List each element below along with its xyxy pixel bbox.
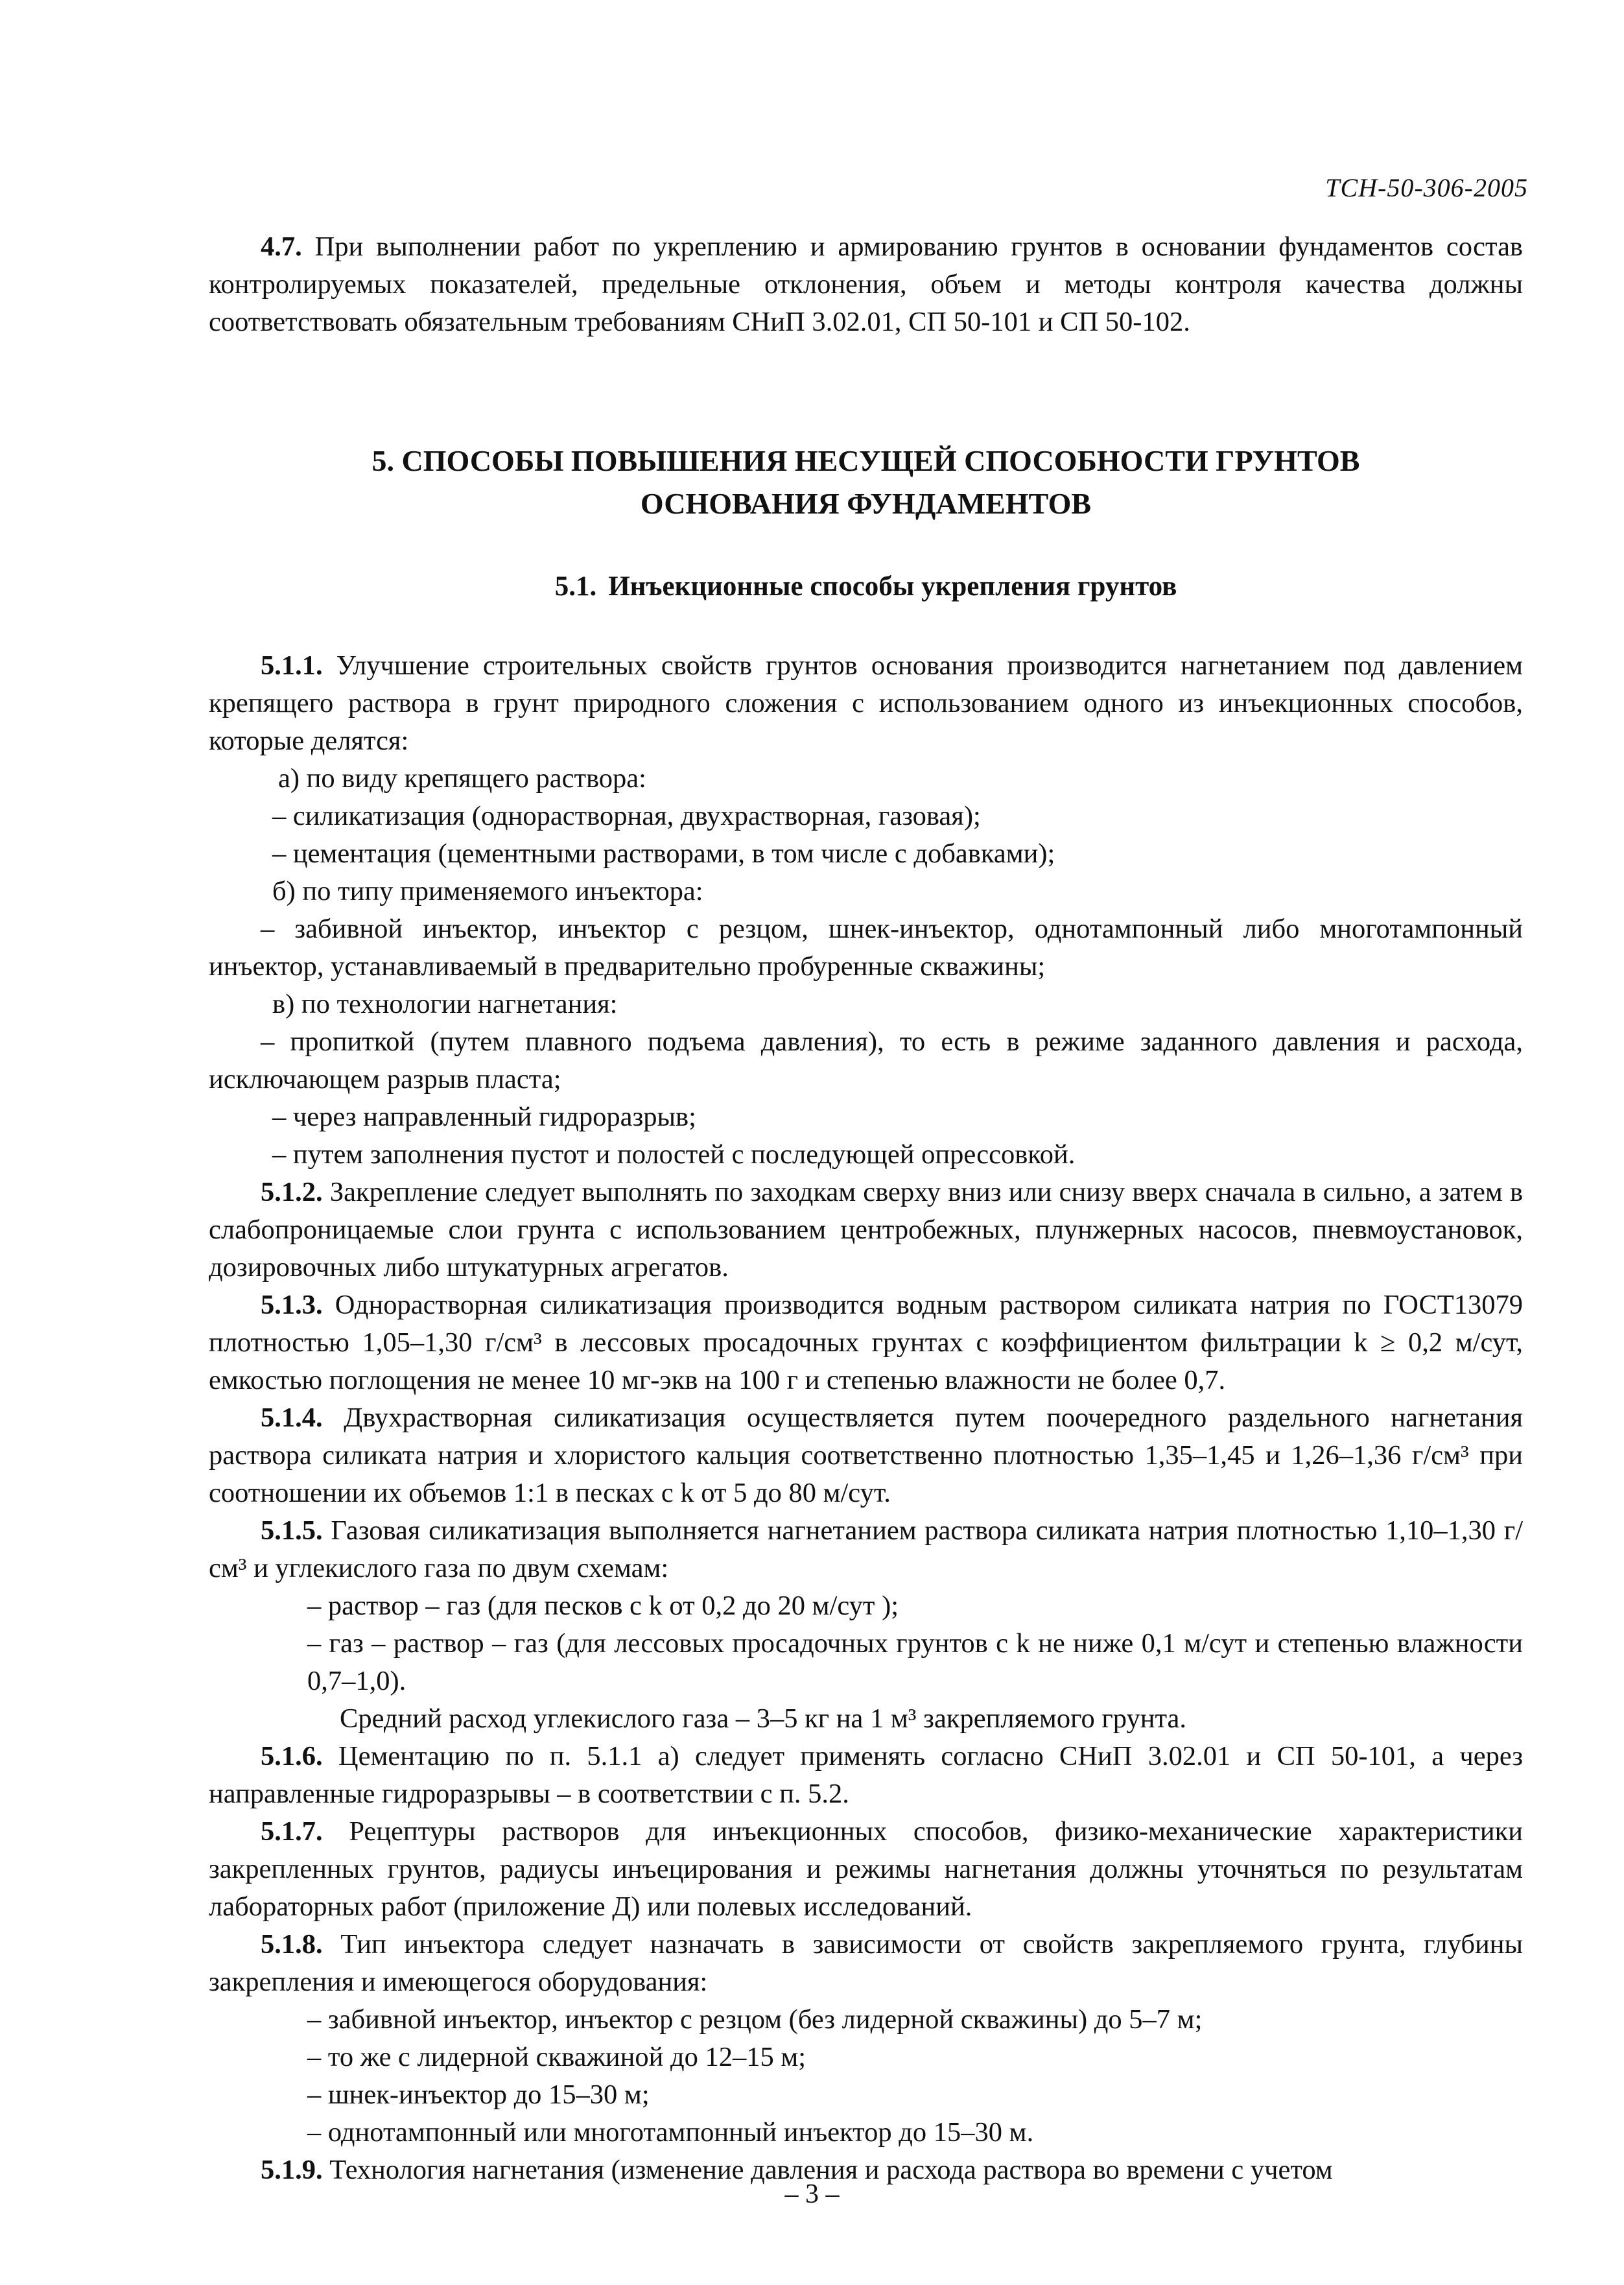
clause-number: 5.1.4. — [261, 1403, 323, 1433]
paragraph-5-1-3 — [209, 1286, 1523, 1399]
paragraph-text: При выполнении работ по укреплению и армированию грунтов в основании фундаментов состав контролируемых показателей, предельные отклонения, объем и методы контроля качества должны соответствовать обязательным требованиям СНиП 3.02.01, СП 50-101 и СП 50-102. — [209, 231, 1523, 337]
paragraph-text: Технология нагнетания (изменение давления и расхода раствора во времени с учетом — [329, 2155, 1333, 2185]
paragraph-5-1-6 — [209, 1738, 1523, 1813]
paragraph-text: Однорастворная силикатизация производится водным раствором силиката натрия по ГОСТ13079 плотностью 1,05–1,30 г/см³ в лессовых просадочных грунтах с коэффициентом фильтрации k ≥ 0,2 м/сут, емкостью поглощения не менее 10 мг-экв на 100 г и степенью влажности не более 0,7. — [209, 1290, 1524, 1395]
paragraph-text: Двухрастворная силикатизация осуществляется путем поочередного раздельного нагнетания раствора силиката натрия и хлористого кальция соответственно плотностью 1,35–1,45 и 1,26–1,36 г/см³ при соотношении их объемов 1:1 в песках с k от 5 до 80 м/сут. — [209, 1403, 1524, 1508]
list-item: – однотампонный или многотампонный инъектор до 15–30 м. — [307, 2117, 1034, 2148]
paragraph-5-1-5 — [209, 1512, 1523, 1587]
list-item: – путем заполнения пустот и полостей с последующей опрессовкой. — [272, 1139, 1076, 1170]
subsection-number: 5.1. — [554, 571, 597, 602]
clause-number: 5.1.2. — [261, 1177, 323, 1207]
paragraph-text: Тип инъектора следует назначать в зависимости от свойств закрепляемого грунта, глубины закрепления и имеющегося оборудования: — [209, 1929, 1523, 1997]
subsection-5-1-heading — [209, 568, 1523, 606]
page-number: – 3 – — [784, 2179, 840, 2209]
list-item: – через направленный гидроразрыв; — [272, 1102, 696, 1132]
clause-number: 5.1.7. — [261, 1816, 323, 1847]
paragraph-text: Закрепление следует выполнять по заходкам сверху вниз или снизу вверх сначала в сильно, а затем в слабопроницаемые слои грунта с использованием центробежных, плунжерных насосов, пневмоустановок, дозировочных либо штукатурных агрегатов. — [209, 1177, 1524, 1283]
subsection-title: Инъекционные способы укрепления грунтов — [608, 571, 1177, 602]
paragraph-5-1-4 — [209, 1399, 1523, 1512]
paragraph-4-7 — [209, 228, 1523, 341]
list-heading-c: в) по технологии нагнетания: — [272, 989, 618, 1019]
section-heading-line: 5. СПОСОБЫ ПОВЫШЕНИЯ НЕСУЩЕЙ СПОСОБНОСТИ ГРУНТОВ — [371, 444, 1360, 477]
paragraph-5-1-8 — [209, 1926, 1523, 2001]
clause-number: 5.1.5. — [261, 1515, 323, 1546]
list-item: – забивной инъектор, инъектор с резцом, шнек-инъектор, однотампонный либо многотампонный инъектор, устанавливаемый в предварительно пробуренные скважины; — [209, 914, 1523, 982]
list-item: – забивной инъектор, инъектор с резцом (без лидерной скважины) до 5–7 м; — [307, 2004, 1203, 2035]
paragraph-5-1-1 — [209, 647, 1523, 760]
clause-number: 5.1.6. — [261, 1741, 323, 1771]
summary-line: Средний расход углекислого газа – 3–5 кг на 1 м³ закрепляемого грунта. — [340, 1703, 1187, 1734]
list-item: – газ – раствор – газ (для лессовых просадочных грунтов с k не ниже 0,1 м/сут и степенью влажности 0,7–1,0). — [307, 1628, 1523, 1696]
clause-number: 5.1.1. — [261, 650, 323, 681]
list-heading-b: б) по типу применяемого инъектора: — [272, 876, 703, 906]
document-code: ТСН-50-306-2005 — [1325, 173, 1528, 202]
clause-number: 5.1.3. — [261, 1290, 323, 1320]
list-item: – то же с лидерной скважиной до 12–15 м; — [307, 2042, 806, 2072]
paragraph-5-1-2 — [209, 1174, 1523, 1286]
section-5-heading — [209, 440, 1523, 525]
clause-number: 5.1.8. — [261, 1929, 323, 1959]
paragraph-text: Улучшение строительных свойств грунтов основания производится нагнетанием под давлением крепящего раствора в грунт природного сложения с использованием одного из инъекционных способов, которые делятся: — [209, 650, 1523, 756]
paragraph-text: Цементацию по п. 5.1.1 а) следует применять согласно СНиП 3.02.01 и СП 50-101, а через направленные гидроразрывы – в соответствии с п. 5.2. — [209, 1741, 1524, 1809]
document-body — [209, 228, 1523, 2189]
clause-number: 5.1.9. — [261, 2155, 323, 2185]
list-item: – пропиткой (путем плавного подъема давления), то есть в режиме заданного давления и расхода, исключающем разрыв пласта; — [209, 1026, 1523, 1095]
list-item: – шнек-инъектор до 15–30 м; — [307, 2079, 650, 2110]
list-item: – цементация (цементными растворами, в том числе с добавками); — [272, 838, 1055, 869]
paragraph-text: Рецептуры растворов для инъекционных способов, физико-механические характеристики закрепленных грунтов, радиусы инъецирования и режимы нагнетания должны уточняться по результатам лабораторных работ (приложение Д) или полевых исследований. — [209, 1816, 1524, 1922]
paragraph-5-1-7 — [209, 1813, 1523, 1926]
clause-number: 4.7. — [261, 231, 302, 262]
list-item: – раствор – газ (для песков с k от 0,2 до 20 м/сут ); — [307, 1591, 899, 1621]
section-heading-line: ОСНОВАНИЯ ФУНДАМЕНТОВ — [640, 487, 1092, 520]
paragraph-text: Газовая силикатизация выполняется нагнетанием раствора силиката натрия плотностью 1,10–1,30 г/см³ и углекислого газа по двум схемам: — [209, 1515, 1523, 1583]
list-item: – силикатизация (однорастворная, двухрастворная, газовая); — [272, 801, 981, 831]
list-heading-a: а) по виду крепящего раствора: — [278, 763, 646, 794]
